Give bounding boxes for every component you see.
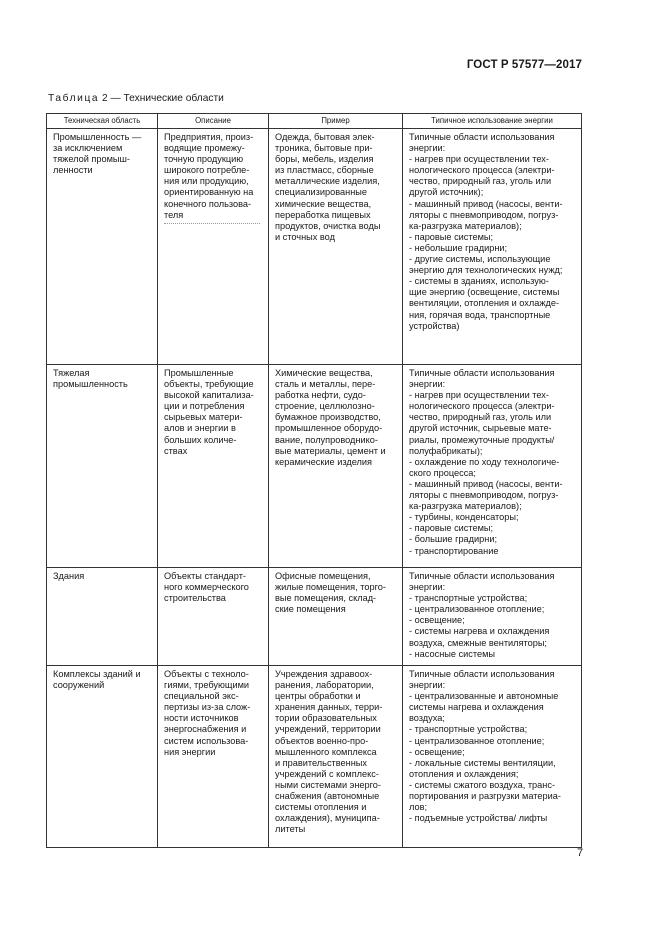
column-header-area: Техническая область [47, 114, 158, 129]
example-cell: Офисные помещения, жилые помещения, торго- вые помещения, склад- ские помещения [269, 568, 403, 666]
example-cell: Одежда, бытовая элек- троника, бытовые при- боры, мебель, изделия из пластмасс, сборные металлические изделия, специализированные химические вещества, переработка пищевых продуктов, очистка воды и сточных вод [269, 129, 403, 365]
area-cell: Промышленность — за исключением тяжелой промыш- ленности [47, 129, 158, 365]
description-cell: Объекты стандарт- ного коммерческого строительства [158, 568, 269, 666]
column-header-energy: Типичное использование энергии [403, 114, 582, 129]
description-cell: Объекты с техноло- гиями, требующими специальной экс- пертизы из-за слож- ности источников энергоснабжения и систем использова- ния энергии [158, 666, 269, 848]
area-cell: Комплексы зданий и сооружений [47, 666, 158, 848]
table-row [47, 129, 582, 365]
table-caption-title: — Технические области [107, 93, 224, 104]
table-row [47, 568, 582, 666]
document-code: ГОСТ Р 57577—2017 [466, 59, 582, 71]
table-caption-label: Таблица [48, 93, 100, 104]
description-cell: Предприятия, произ- водящие промежу- точную продукцию широкого потребле- ния или продукцию, ориентированную на конечного пользова- теля [158, 129, 269, 365]
table-row [47, 365, 582, 568]
description-cell: Промышленные объекты, требующие высокой капитализа- ции и потребления сырьевых матери- алов и энергии в больших количе- ствах [158, 365, 269, 568]
table-header-row [47, 114, 582, 129]
column-header-example: Пример [269, 114, 403, 129]
area-cell: Здания [47, 568, 158, 666]
technical-areas-table [46, 113, 582, 848]
table-row [47, 666, 582, 848]
energy-cell: Типичные области использования энергии: - централизованные и автономные системы нагрева и охлаждения воздуха; - транспортные устройства; - централизованное отопление; - освещение; - локальные системы вентиляции, отопления и охлаждения; - системы сжатого воздуха, транс- портирования и разгрузки материа- лов; - подъемные устройства/ лифты [403, 666, 582, 848]
table-caption [48, 93, 224, 104]
energy-cell: Типичные области использования энергии: - нагрев при осуществлении тех- нологического процесса (электри- чество, природный газ, уголь или другой источник, сырьевые мате- риалы, промежуточные продукты/ полуфабрикаты); - охлаждение по ходу технологиче- ского процесса; - машинный привод (насосы, венти- ляторы с пневмоприводом, погруз- ка-разгрузка материалов); - турбины, конденсаторы; - паровые системы; - большие градирни; - транспортирование [403, 365, 582, 568]
example-cell: Химические вещества, сталь и металлы, пере- работка нефти, судо- строение, целлюлозно- бумажное производство, промышленное оборудо- вание, полупроводнико- вые материалы, цемент и керамические изделия [269, 365, 403, 568]
table-caption-number: 2 [102, 93, 108, 104]
example-cell: Учреждения здравоох- ранения, лаборатории, центры обработки и хранения данных, терри- тории образовательных учреждений, территории объектов военно-про- мышленного комплекса и правительственных учреждений с комплекс- ными системами энерго- снабжения (автономные системы отопления и охлаждения), муниципа- литеты [269, 666, 403, 848]
area-cell: Тяжелая промышленность [47, 365, 158, 568]
page-number: 7 [577, 847, 584, 859]
energy-cell: Типичные области использования энергии: - нагрев при осуществлении тех- нологического процесса (электри- чество, природный газ, уголь или другой источник); - машинный привод (насосы, венти- ляторы с пневмоприводом, погруз- ка-разгрузка материалов); - паровые системы; - небольшие градирни; - другие системы, использующие энергию для технологических нужд; - системы в зданиях, использую- щие энергию (освещение, системы вентиляции, отопления и охлажде- ния, горячая вода, транспортные устройства) [403, 129, 582, 365]
energy-cell: Типичные области использования энергии: - транспортные устройства; - централизованное отопление; - освещение; - системы нагрева и охлаждения воздуха, смежные вентиляторы; - насосные системы [403, 568, 582, 666]
column-header-description: Описание [158, 114, 269, 129]
